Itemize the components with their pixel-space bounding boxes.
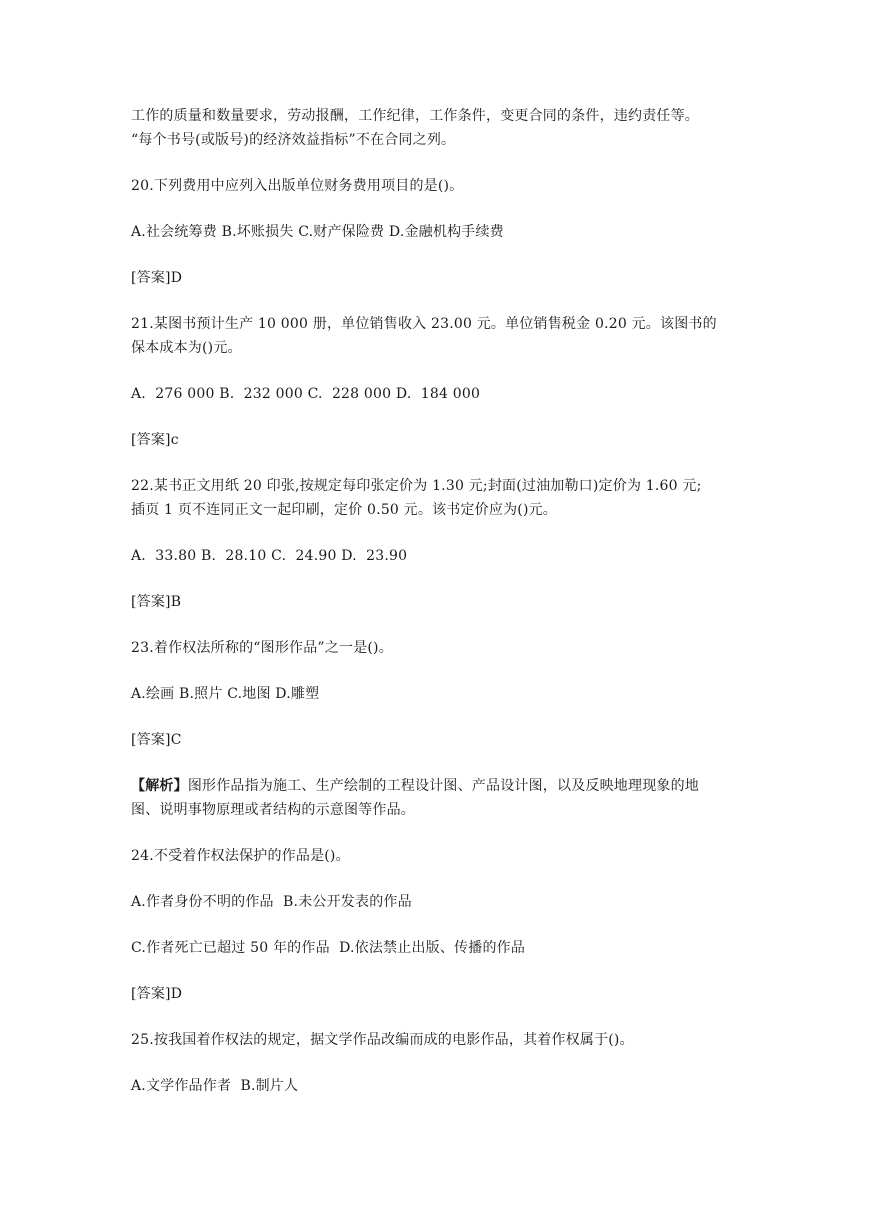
intro-line-1: 工作的质量和数量要求，劳动报酬，工作纪律，工作条件，变更合同的条件，违约责任等。 — [131, 108, 699, 124]
question-22-options: A. 33.80 B. 28.10 C. 24.90 D. 23.90 — [131, 548, 408, 564]
analysis-text: 图形作品指为施工、生产绘制的工程设计图、产品设计图，以及反映地理现象的地 — [187, 778, 700, 794]
intro-line-2: “每个书号(或版号)的经济效益指标”不在合同之列。 — [131, 132, 456, 148]
question-22-line-2: 插页 1 页不连同正文一起印刷，定价 0.50 元。该书定价应为()元。 — [131, 502, 558, 518]
question-23-analysis-line-1 — [131, 774, 751, 798]
question-23-options: A.绘画 B.照片 C.地图 D.雕塑 — [131, 686, 320, 702]
question-22-answer: [答案]B — [131, 594, 182, 610]
question-21-answer: [答案]c — [131, 432, 179, 448]
question-23-analysis-line-2: 图、说明事物原理或者结构的示意图等作品。 — [131, 802, 415, 818]
question-20-options: A.社会统筹费 B.坏账损失 C.财产保险费 D.金融机构手续费 — [131, 224, 504, 240]
question-21-options: A. 276 000 B. 232 000 C. 228 000 D. 184 000 — [131, 386, 481, 402]
question-20: 20.下列费用中应列入出版单位财务费用项目的是()。 — [131, 178, 464, 194]
question-22-line-1: 22.某书正文用纸 20 印张,按规定每印张定价为 1.30 元;封面(过油加勒口)定价为 1.60 元; — [131, 478, 702, 494]
question-25: 25.按我国着作权法的规定，据文学作品改编而成的电影作品，其着作权属于()。 — [131, 1032, 634, 1048]
question-25-options: A.文学作品作者 B.制片人 — [131, 1078, 299, 1094]
question-24-options-line-2: C.作者死亡已超过 50 年的作品 D.依法禁止出版、传播的作品 — [131, 940, 526, 956]
question-21-line-2: 保本成本为()元。 — [131, 340, 242, 356]
question-23-answer: [答案]C — [131, 732, 182, 748]
analysis-label: 【解析】 — [131, 778, 188, 794]
question-23: 23.着作权法所称的“图形作品”之一是()。 — [131, 640, 393, 656]
question-24: 24.不受着作权法保护的作品是()。 — [131, 848, 350, 864]
question-24-options-line-1: A.作者身份不明的作品 B.未公开发表的作品 — [131, 894, 412, 910]
document-page — [131, 104, 751, 1098]
question-20-answer: [答案]D — [131, 270, 183, 286]
question-21-line-1: 21.某图书预计生产 10 000 册，单位销售收入 23.00 元。单位销售税金 0.20 元。该图书的 — [131, 316, 717, 332]
question-24-answer: [答案]D — [131, 986, 183, 1002]
